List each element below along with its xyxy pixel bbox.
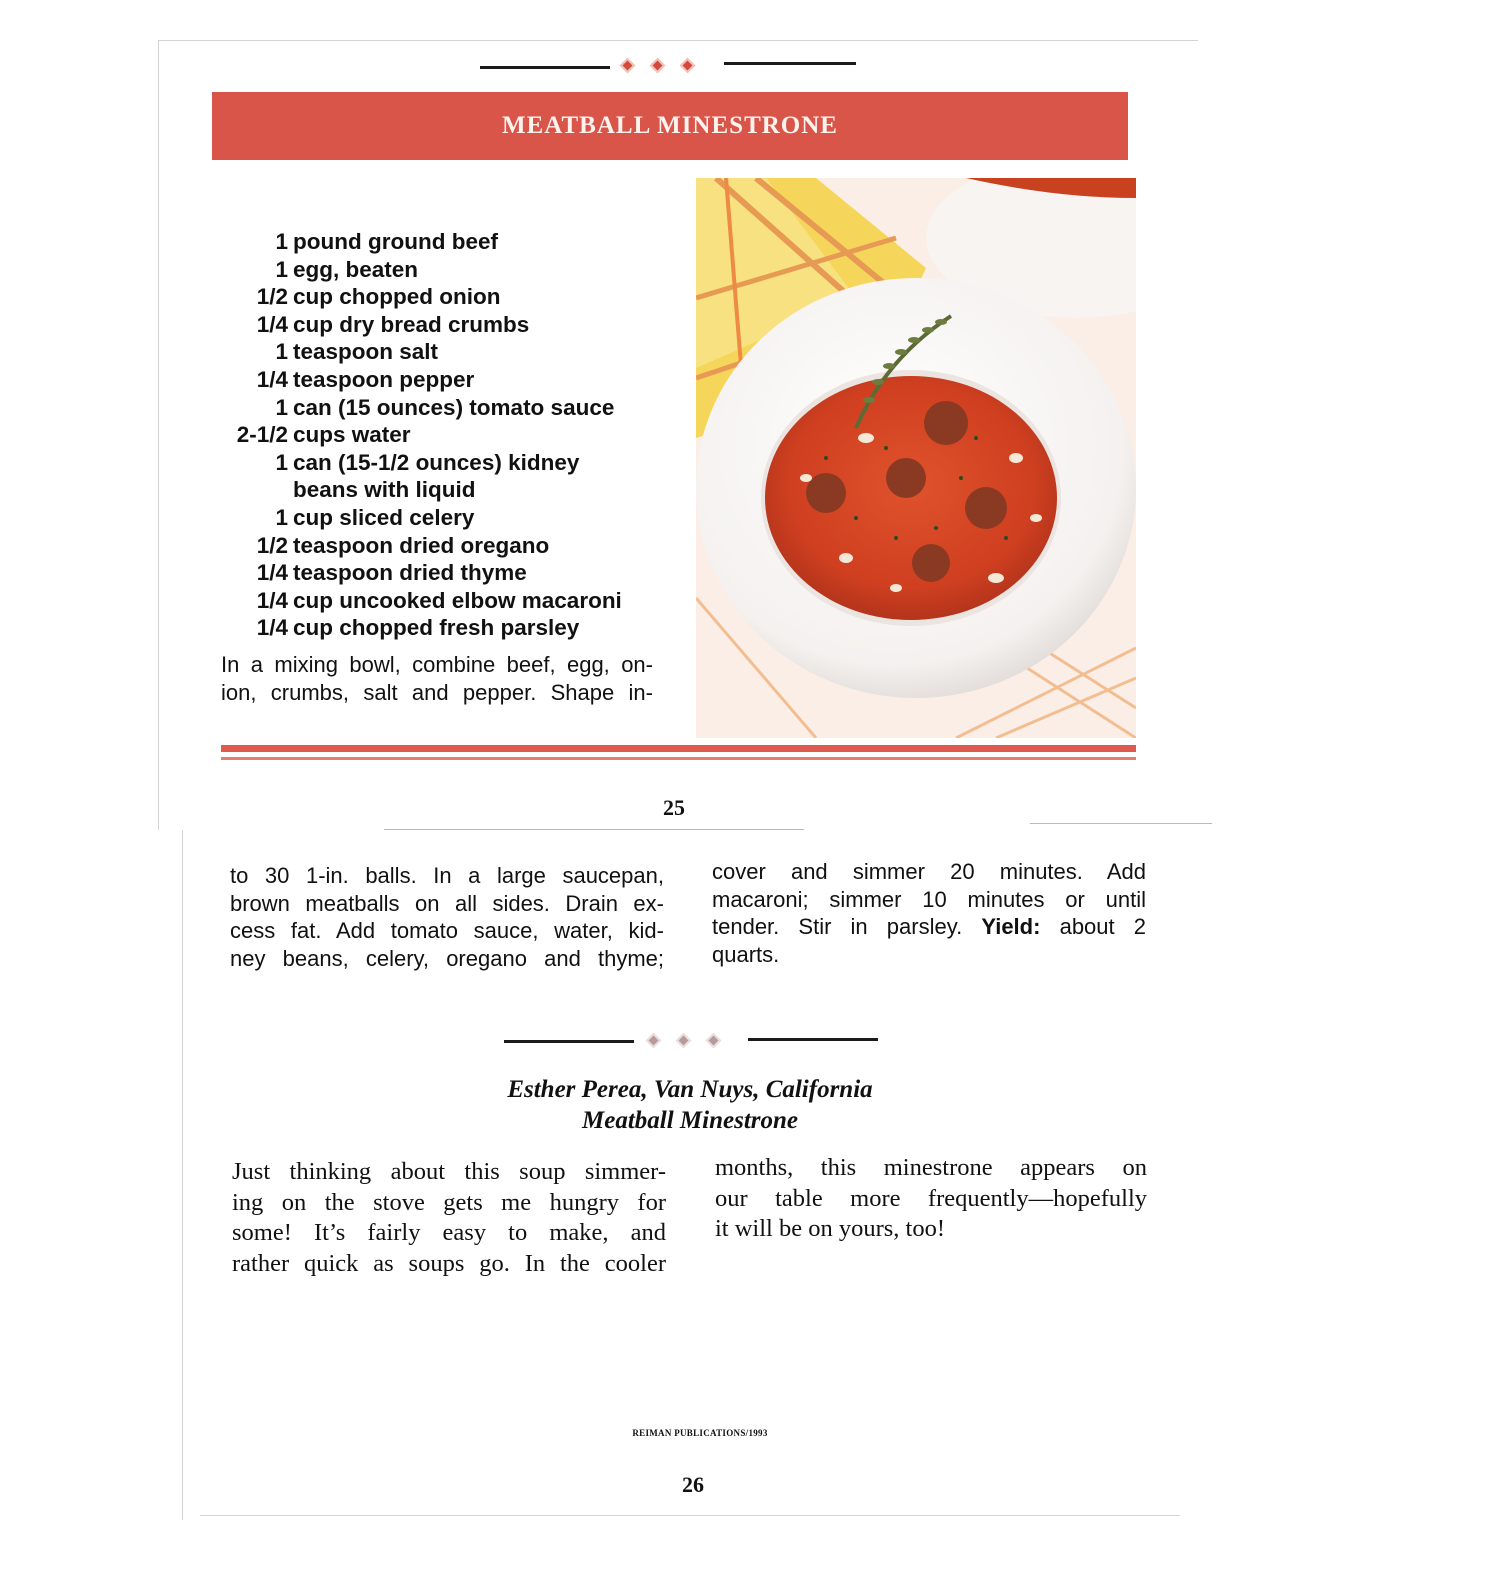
ingredient-row [224, 532, 664, 560]
ingredient-quantity: 1/4 [256, 560, 288, 586]
soup-photo [696, 178, 1136, 738]
ingredient-row [224, 587, 664, 615]
divider-red-rule [221, 745, 1136, 752]
diamond-icon [646, 1033, 662, 1049]
story-line: months, this minestrone appears on [715, 1154, 1147, 1181]
ingredient-item: cup sliced celery [293, 504, 475, 530]
directions-line: to 30 1-in. balls. In a large saucepan, [230, 863, 664, 888]
ingredient-item: can (15-1/2 ounces) kidney [293, 449, 580, 475]
ingredient-row [224, 559, 664, 587]
ingredient-quantity: 1/4 [256, 587, 288, 613]
ingredient-row [224, 366, 664, 394]
ingredient-row [224, 256, 664, 284]
diamond-icon [650, 58, 666, 74]
directions-line: quarts. [712, 941, 780, 967]
story-line: some! It’s fairly easy to make, and [232, 1219, 666, 1246]
ingredient-item: cup chopped fresh parsley [293, 615, 580, 641]
directions-text: tender. Stir in parsley. [712, 914, 963, 939]
ingredient-quantity: 1/4 [256, 366, 288, 392]
story-column-a [232, 1157, 666, 1279]
ingredient-item: cups water [293, 422, 411, 448]
page-number: 26 [682, 1472, 704, 1497]
ingredient-quantity: 1 [275, 339, 288, 365]
page-edge-left [158, 40, 159, 830]
soup-bowl-illustration [696, 178, 1136, 738]
directions-line: In a mixing bowl, combine beef, egg, on- [221, 652, 653, 677]
ingredient-quantity: 1/2 [256, 532, 288, 558]
directions-column-b [712, 858, 1146, 968]
ingredient-row [224, 614, 664, 642]
ingredient-item: teaspoon dried oregano [293, 532, 550, 558]
diamond-icon [680, 58, 696, 74]
ornament-diamonds-2 [646, 1033, 722, 1049]
ingredient-row [224, 394, 664, 422]
page-number: 25 [663, 795, 685, 820]
ingredient-quantity [224, 476, 293, 504]
story-line: rather quick as soups go. In the cooler [232, 1249, 666, 1277]
page-break-rule-right [1030, 823, 1212, 824]
ingredient-item: cup chopped onion [293, 284, 501, 310]
directions-line-yield [712, 913, 1146, 941]
ingredient-item: beans with liquid [293, 477, 476, 503]
directions-part-1 [221, 651, 653, 707]
ingredient-row [224, 449, 664, 477]
directions-line: ney beans, celery, oregano and thyme; [230, 945, 664, 971]
byline-author: Esther Perea, Van Nuys, California [507, 1076, 873, 1103]
ornament-diamonds [620, 58, 696, 74]
ornament-rule-right [724, 62, 856, 65]
ingredient-quantity: 1 [275, 256, 288, 282]
ingredient-row [224, 504, 664, 532]
page-edge-bottom [200, 1515, 1180, 1516]
directions-line: ion, crumbs, salt and pepper. Shape in- [221, 680, 653, 705]
byline-recipe: Meatball Minestrone [582, 1107, 798, 1134]
ingredient-quantity: 1/2 [256, 284, 288, 310]
ingredient-quantity: 2-1/2 [236, 422, 288, 448]
ingredient-row [224, 311, 664, 339]
ingredient-list [224, 228, 664, 642]
ingredient-quantity: 1/4 [256, 311, 288, 337]
ingredient-item: teaspoon dried thyme [293, 560, 527, 586]
story-line: it will be on yours, too! [715, 1215, 946, 1242]
ingredient-quantity: 1 [275, 449, 288, 475]
diamond-icon [620, 58, 636, 74]
ingredient-quantity: 1 [275, 394, 288, 420]
byline [380, 1074, 1000, 1136]
directions-line: cess fat. Add tomato sauce, water, kid- [230, 918, 664, 943]
story-line: Just thinking about this soup simmer- [232, 1158, 666, 1185]
recipe-title: MEATBALL MINESTRONE [502, 112, 838, 139]
ingredient-quantity: 1 [275, 229, 288, 254]
directions-line: macaroni; simmer 10 minutes or until [712, 886, 1146, 912]
directions-column-a [230, 862, 664, 972]
ornament-rule-left [480, 66, 610, 69]
page-break-rule [384, 829, 804, 830]
ingredient-item: teaspoon salt [293, 339, 439, 365]
directions-line: cover and simmer 20 minutes. Add [712, 859, 1146, 884]
ingredient-quantity: 1/4 [256, 615, 288, 641]
ingredient-row [224, 228, 664, 256]
ingredient-row [224, 476, 664, 504]
yield-value: about 2 [1059, 914, 1146, 939]
ingredient-item: teaspoon pepper [293, 366, 475, 392]
ingredient-row [224, 421, 664, 449]
yield-label: Yield: [981, 914, 1041, 939]
ingredient-item: egg, beaten [293, 256, 419, 282]
ingredient-row [224, 338, 664, 366]
divider-red-rule-thin [221, 757, 1136, 760]
diamond-icon [676, 1033, 692, 1049]
ingredient-row [224, 283, 664, 311]
directions-line: brown meatballs on all sides. Drain ex- [230, 890, 664, 916]
diamond-icon [706, 1033, 722, 1049]
publisher-credit: REIMAN PUBLICATIONS/1993 [632, 1428, 768, 1438]
story-column-b [715, 1153, 1147, 1245]
ingredient-item: cup uncooked elbow macaroni [293, 587, 622, 613]
recipe-title-bar [212, 92, 1128, 160]
page-edge-left-lower [182, 830, 183, 1520]
ingredient-item: cup dry bread crumbs [293, 311, 530, 337]
ingredient-item: pound ground beef [293, 229, 498, 254]
story-line: ing on the stove gets me hungry for [232, 1188, 666, 1216]
ingredient-quantity: 1 [275, 504, 288, 530]
story-line: our table more frequently—hopefully [715, 1184, 1147, 1212]
ingredient-item: can (15 ounces) tomato sauce [293, 394, 615, 420]
ornament-rule-left-2 [504, 1040, 634, 1043]
ornament-rule-right-2 [748, 1038, 878, 1041]
page-edge-top [158, 40, 1198, 41]
